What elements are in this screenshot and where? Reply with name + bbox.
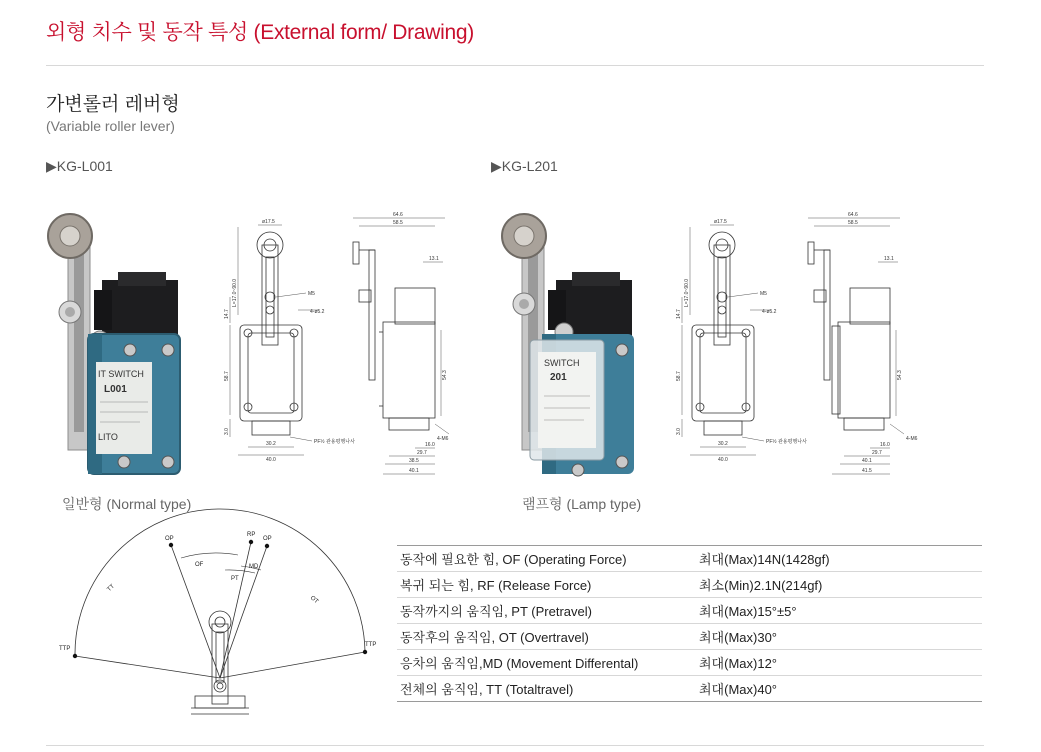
dim-401: 40.1 (862, 458, 872, 464)
dim-h3: 3.0 (224, 428, 230, 435)
photo-label-line2: L001 (104, 384, 127, 395)
dim-holes: 4-ø5.2 (310, 309, 325, 315)
dim-conduit: PF½ 관용평행나사 (766, 439, 807, 445)
photo-label-line1: IT SWITCH (98, 369, 144, 379)
dim-160: 16.0 (425, 442, 435, 448)
dim-543: 54.3 (442, 370, 448, 380)
dim-holes: 4-ø5.2 (762, 309, 777, 315)
spec-value: 최대(Max)40° (697, 676, 982, 702)
photo-label-line1-l201: SWITCH (544, 358, 580, 368)
dim-lever-range: L=17.0~90.0 (232, 278, 238, 307)
side-drawing-l201 (800, 210, 925, 482)
table-row (397, 676, 982, 702)
spec-value: 최소(Min)2.1N(214gf) (697, 572, 982, 598)
table-row (397, 572, 982, 598)
side-drawing-l001 (345, 210, 455, 480)
dim-lever-range: L=17.0~90.0 (684, 278, 690, 307)
product-subtitle: 가변롤러 레버형 (46, 94, 180, 115)
photo-label-line2-l201: 201 (550, 372, 567, 383)
spec-label: 동작에 필요한 힘, OF (Operating Force) (397, 546, 697, 572)
dim-top1: 64.6 (393, 212, 403, 218)
dim-297: 29.7 (417, 450, 427, 456)
spec-value: 최대(Max)12° (697, 650, 982, 676)
spec-label: 복귀 되는 힘, RF (Release Force) (397, 572, 697, 598)
dim-h1: 14.7 (224, 309, 230, 319)
dim-roller-dia: ø17.5 (714, 219, 727, 225)
dim-131: 13.1 (429, 256, 439, 262)
product-photo-l001 (40, 212, 190, 482)
label-op-right: OP (263, 536, 272, 542)
section-title: 외형 치수 및 동작 특성 (External form/ Drawing) (46, 21, 474, 44)
label-of: OF (195, 562, 204, 568)
label-tt: TT (106, 583, 116, 593)
table-row (397, 546, 982, 572)
spec-label: 동작후의 움직임, OT (Overtravel) (397, 624, 697, 650)
dim-h1: 14.7 (676, 309, 682, 319)
spec-value: 최대(Max)30° (697, 624, 982, 650)
label-rp: RP (247, 532, 256, 538)
dim-h2: 58.7 (224, 371, 230, 381)
spec-value: 최대(Max)14N(1428gf) (697, 546, 982, 572)
dim-w2: 40.0 (718, 457, 728, 463)
dim-w1: 30.2 (718, 441, 728, 447)
motion-diagram (55, 528, 385, 720)
spec-value: 최대(Max)15°±5° (697, 598, 982, 624)
dim-401: 40.1 (409, 468, 419, 474)
dim-543: 54.3 (897, 370, 903, 380)
table-row (397, 650, 982, 676)
product-photo-l201 (494, 212, 644, 482)
dim-top2: 58.5 (393, 220, 403, 226)
dim-thread: M5 (308, 291, 315, 297)
label-md: MD (249, 564, 259, 570)
divider-bottom (46, 745, 984, 746)
dim-h2: 58.7 (676, 371, 682, 381)
table-row (397, 624, 982, 650)
dim-297: 29.7 (872, 450, 882, 456)
product-subtitle-en: (Variable roller lever) (46, 118, 175, 134)
spec-label: 동작까지의 움직임, PT (Pretravel) (397, 598, 697, 624)
photo-label-brand: LITO (98, 432, 118, 442)
dim-top2: 58.5 (848, 220, 858, 226)
label-pt: PT (231, 576, 239, 582)
caption-lamp-type: 램프형 (Lamp type) (522, 496, 642, 512)
dim-385: 38.5 (409, 458, 419, 464)
table-row (397, 598, 982, 624)
model-name-l001: ▶KG-L001 (46, 158, 113, 174)
front-drawing-l201 (670, 215, 807, 470)
caption-normal-type: 일반형 (Normal type) (62, 496, 192, 512)
label-ttp-left: TTP (59, 646, 71, 652)
operating-characteristics-table (397, 545, 982, 702)
spec-label: 응차의 움직임,MD (Movement Differental) (397, 650, 697, 676)
divider-top (46, 65, 984, 66)
dim-w1: 30.2 (266, 441, 276, 447)
dim-160: 16.0 (880, 442, 890, 448)
dim-m6: 4-M6 (437, 436, 449, 442)
dim-top1: 64.6 (848, 212, 858, 218)
dim-m6: 4-M6 (906, 436, 918, 442)
dim-roller-dia: ø17.5 (262, 219, 275, 225)
spec-label: 전체의 움직임, TT (Totaltravel) (397, 676, 697, 702)
label-op-left: OP (165, 536, 174, 542)
label-ot: OT (308, 595, 320, 606)
front-drawing-l001 (218, 215, 355, 470)
dim-conduit: PF½ 관용평행나사 (314, 439, 355, 445)
label-ttp-right: TTP (365, 642, 377, 648)
dim-h3: 3.0 (676, 428, 682, 435)
dim-thread: M5 (760, 291, 767, 297)
model-name-l201: ▶KG-L201 (491, 158, 558, 174)
dim-w2: 40.0 (266, 457, 276, 463)
dim-415: 41.5 (862, 468, 872, 474)
dim-131: 13.1 (884, 256, 894, 262)
